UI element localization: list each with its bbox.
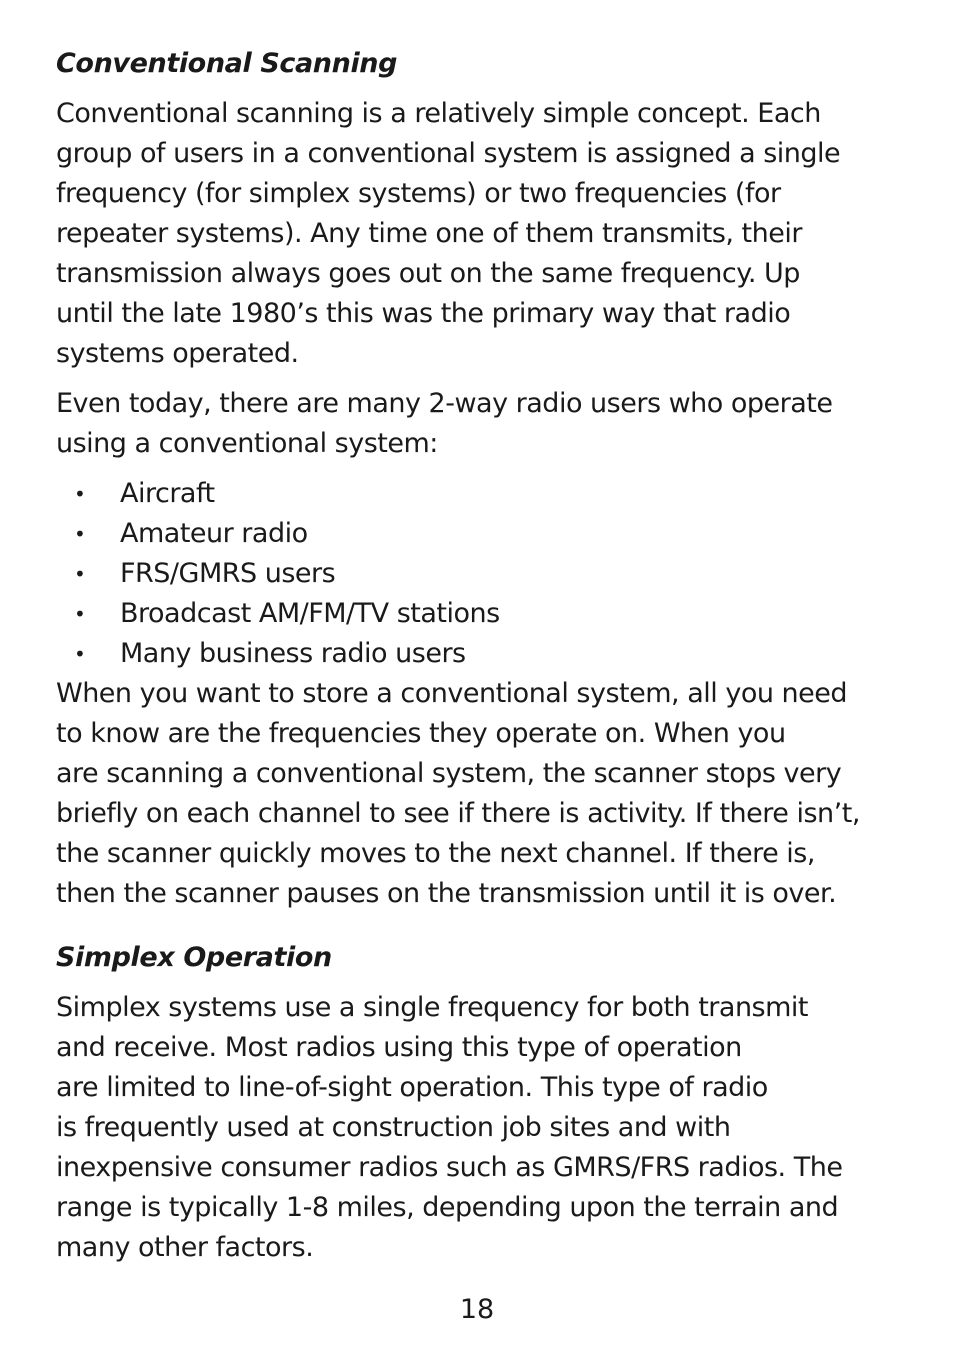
spacer	[56, 978, 876, 988]
text-line: Even today, there are many 2-way radio users who operate	[56, 388, 833, 419]
text-line: until the late 1980’s this was the primary way that radio	[56, 298, 791, 329]
bullet-icon: •	[74, 482, 86, 506]
text-line: transmission always goes out on the same frequency. Up	[56, 258, 800, 289]
text-line: using a conventional system:	[56, 428, 438, 459]
text-line: and receive. Most radios using this type of operation	[56, 1032, 742, 1063]
spacer	[56, 374, 876, 384]
text-line: briefly on each channel to see if there is activity. If there isn’t,	[56, 798, 860, 829]
text-line: are limited to line-of-sight operation. This type of radio	[56, 1072, 768, 1103]
text-line: are scanning a conventional system, the scanner stops very	[56, 758, 842, 789]
list-item	[56, 474, 876, 514]
list-item-label: Aircraft	[120, 478, 215, 509]
text-line: group of users in a conventional system is assigned a single	[56, 138, 841, 169]
spacer	[56, 84, 876, 94]
text-line: When you want to store a conventional system, all you need	[56, 678, 848, 709]
list-item-label: Broadcast AM/FM/TV stations	[120, 598, 500, 629]
text-line: systems operated.	[56, 338, 299, 369]
conventional-users-paragraph	[56, 384, 876, 464]
simplex-paragraph	[56, 988, 876, 1268]
list-item	[56, 634, 876, 674]
text-line: inexpensive consumer radios such as GMRS/FRS radios. The	[56, 1152, 843, 1183]
text-line: many other factors.	[56, 1232, 314, 1263]
text-line: range is typically 1-8 miles, depending upon the terrain and	[56, 1192, 839, 1223]
text-line: is frequently used at construction job sites and with	[56, 1112, 731, 1143]
list-item-label: Many business radio users	[120, 638, 466, 669]
list-item	[56, 594, 876, 634]
spacer	[56, 464, 876, 474]
document-page	[56, 44, 876, 1268]
conventional-storing-paragraph	[56, 674, 876, 914]
text-line: Simplex systems use a single frequency for both transmit	[56, 992, 809, 1023]
spacer	[56, 928, 876, 938]
text-line: repeater systems). Any time one of them transmits, their	[56, 218, 802, 249]
list-item	[56, 514, 876, 554]
list-item-label: Amateur radio	[120, 518, 308, 549]
spacer	[56, 914, 876, 928]
bullet-icon: •	[74, 562, 86, 586]
bullet-icon: •	[74, 642, 86, 666]
list-item	[56, 554, 876, 594]
section-heading-simplex-operation: Simplex Operation	[56, 942, 332, 973]
text-line: the scanner quickly moves to the next channel. If there is,	[56, 838, 815, 869]
text-line: then the scanner pauses on the transmission until it is over.	[56, 878, 837, 909]
bullet-icon: •	[74, 602, 86, 626]
section-heading-conventional-scanning: Conventional Scanning	[56, 48, 398, 79]
text-line: frequency (for simplex systems) or two frequencies (for	[56, 178, 781, 209]
conventional-users-list	[56, 474, 876, 674]
page-number: 18	[459, 1294, 495, 1325]
text-line: Conventional scanning is a relatively simple concept. Each	[56, 98, 821, 129]
conventional-intro-paragraph	[56, 94, 876, 374]
bullet-icon: •	[74, 522, 86, 546]
text-line: to know are the frequencies they operate on. When you	[56, 718, 786, 749]
list-item-label: FRS/GMRS users	[120, 558, 336, 589]
